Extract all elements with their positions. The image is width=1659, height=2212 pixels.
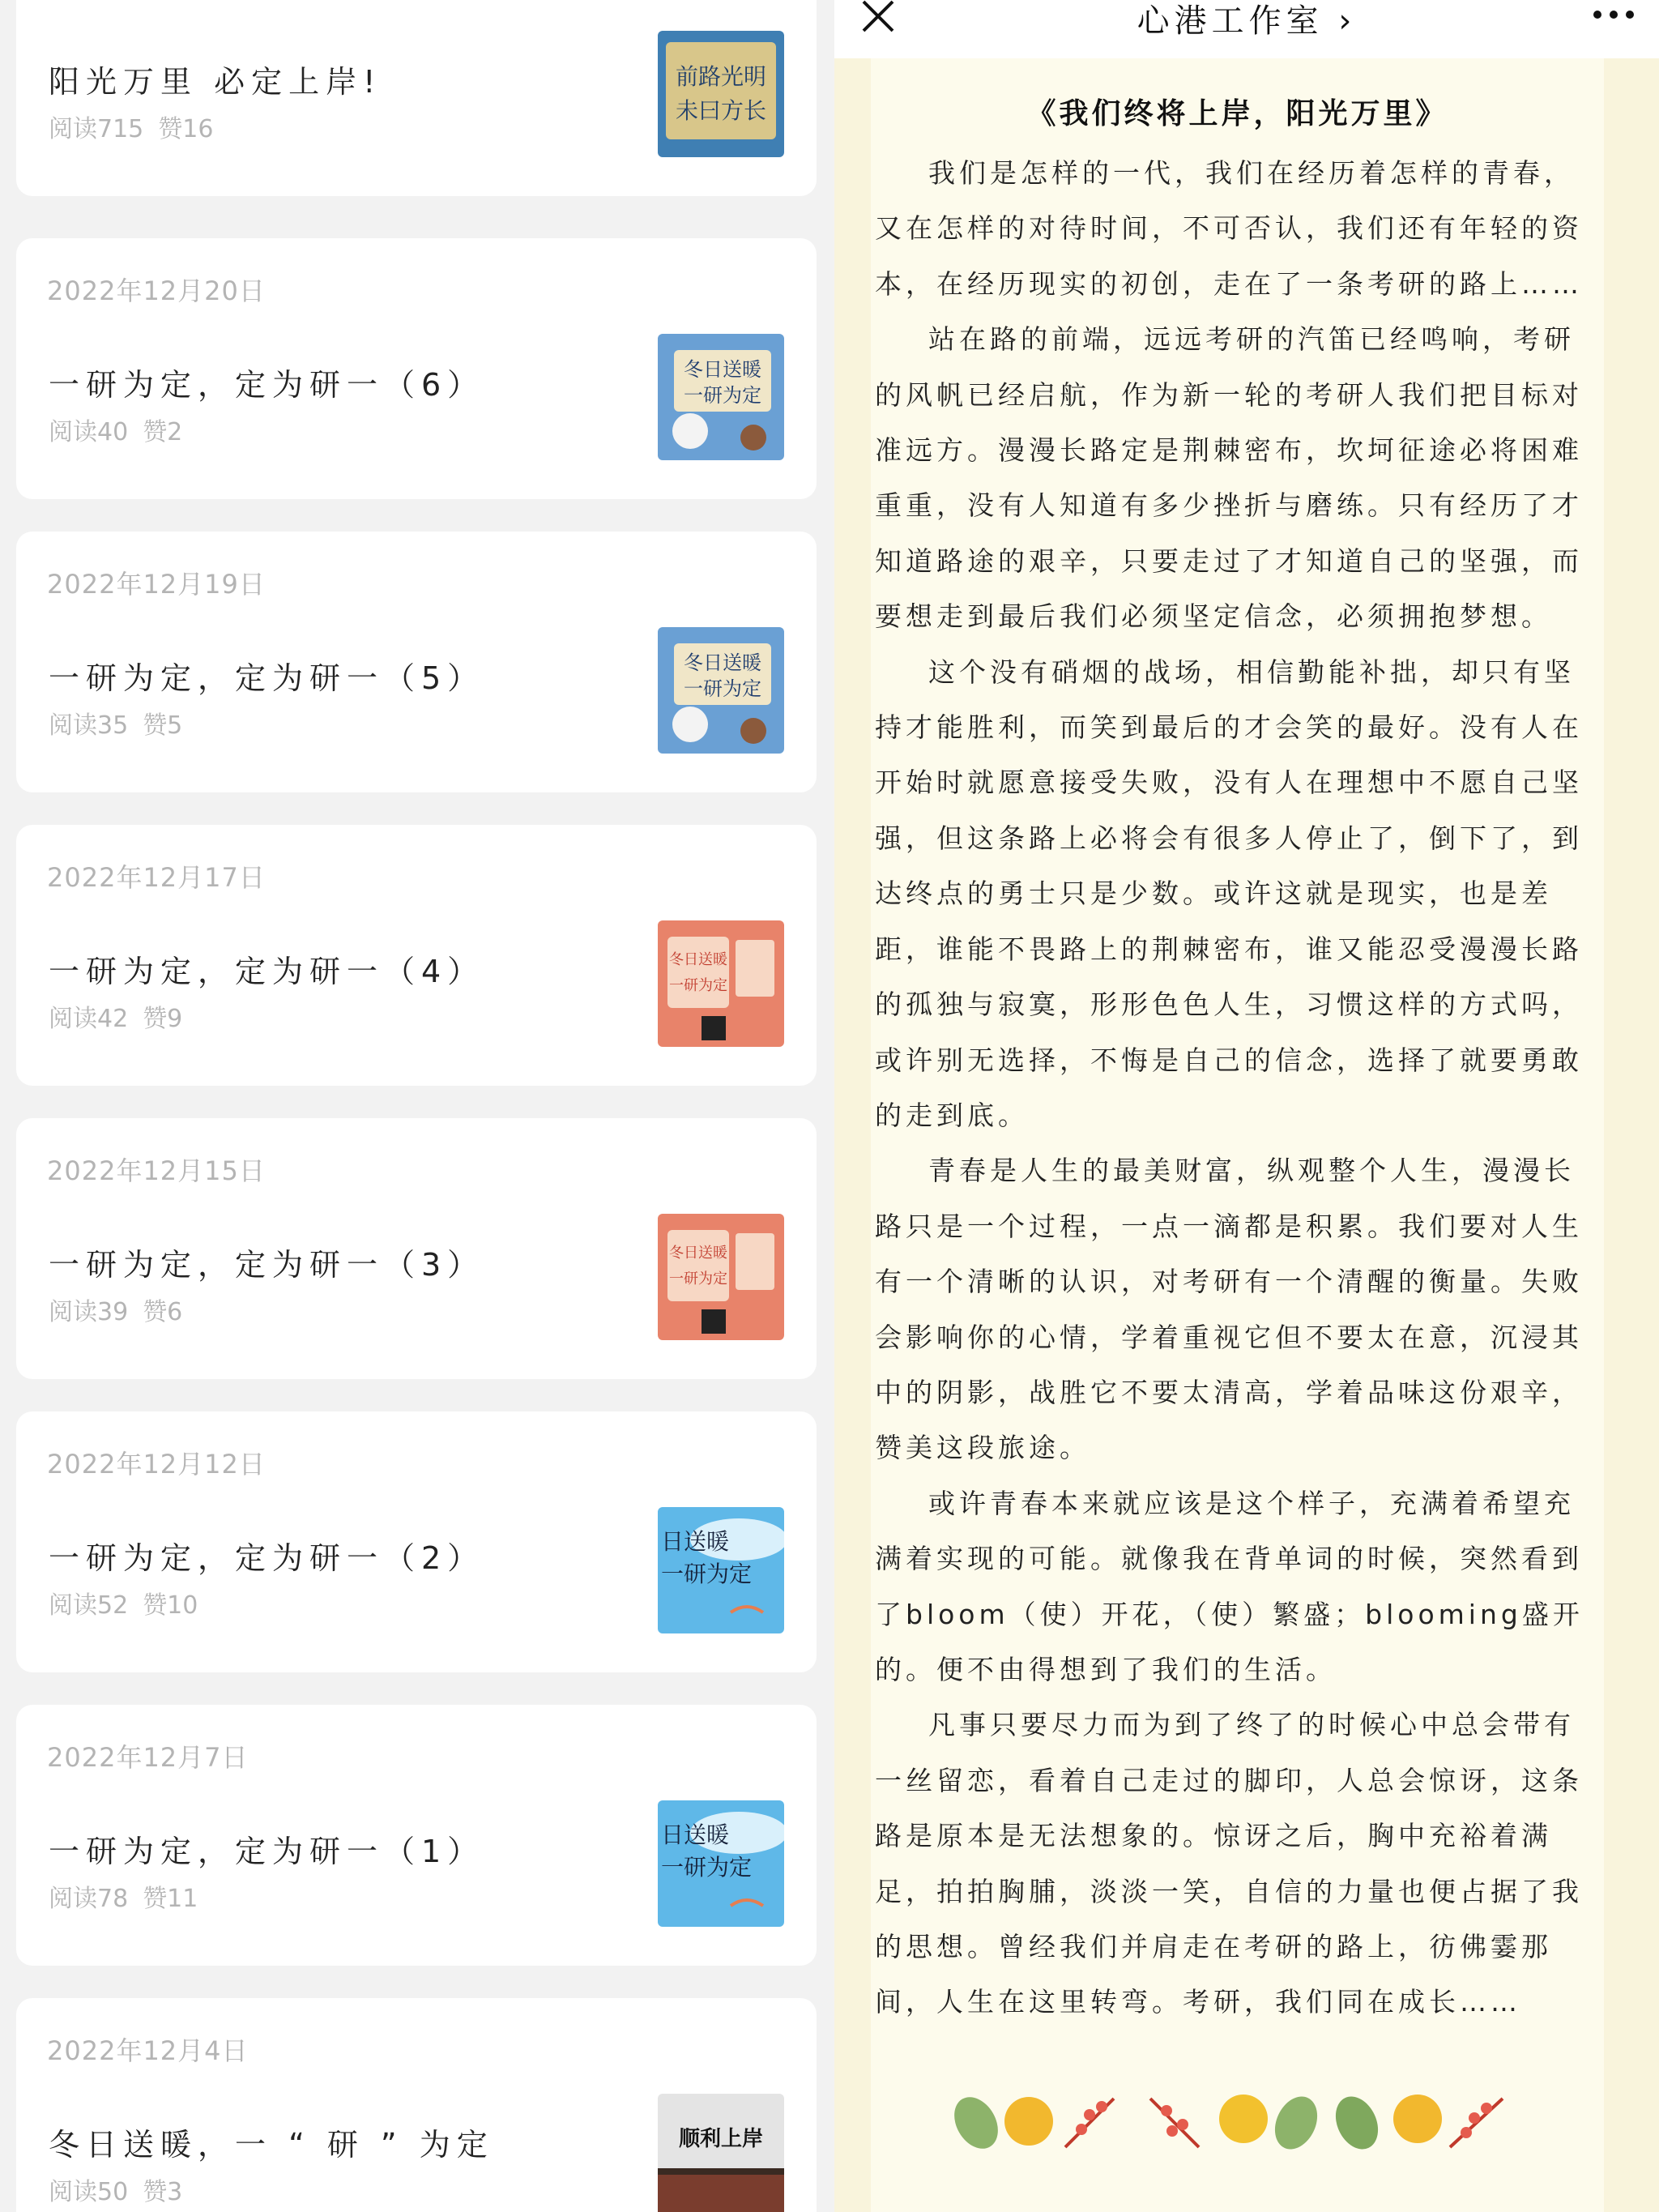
list-item[interactable]: [16, 1998, 817, 2212]
article-thumbnail[interactable]: [658, 627, 784, 754]
like-count: 赞3: [143, 2178, 183, 2206]
article-body: [875, 146, 1604, 2031]
thumb-text: 顺利上岸: [678, 2127, 764, 2151]
paper-border: [1604, 58, 1659, 2212]
like-count: 赞2: [143, 418, 183, 446]
like-count: 赞16: [158, 115, 214, 143]
article-date: 2022年12月12日: [47, 1449, 266, 1480]
article-stats: [49, 109, 213, 144]
read-count: 阅读715: [49, 115, 144, 143]
account-title[interactable]: [834, 0, 1659, 41]
article-thumbnail[interactable]: [658, 1507, 784, 1633]
more-dots-icon: [1589, 2, 1638, 26]
article-date: 2022年12月20日: [47, 275, 266, 306]
like-count: 赞10: [143, 1591, 198, 1620]
leaf-icon: [952, 2090, 1007, 2157]
maple-leaf-icon: [1393, 2095, 1442, 2143]
article-heading: 《我们终将上岸，阳光万里》: [1026, 97, 1448, 130]
thumb-text: 一研为定: [661, 1561, 753, 1587]
article-thumbnail[interactable]: [658, 920, 784, 1047]
article-stats: [49, 705, 182, 741]
leaf-icon: [1267, 2090, 1325, 2156]
chevron-right-icon: ›: [1338, 2, 1357, 40]
article-paragraph: 青春是人生的最美财富，纵观整个人生，漫漫长路只是一个过程，一点一滴都是积累。我们要对人生有一个清晰的认识，对考研有一个清醒的衡量。失败会影响你的心情，学着重视它但不要太在意，沉浸其中的阴影，战胜它不要太清高，学着品味这份艰辛，赞美这段旅途。: [875, 1155, 1583, 1464]
list-item[interactable]: [16, 0, 817, 196]
thumb-text: 一研为定: [684, 677, 761, 700]
read-count: 阅读39: [49, 1298, 129, 1326]
article-title: 一研为定，定为研一（1）: [49, 1834, 485, 1869]
article-title: 一研为定，定为研一（3）: [49, 1247, 485, 1283]
article-view: [834, 0, 1659, 2212]
list-item[interactable]: [16, 1705, 817, 1966]
article-stats: [49, 2171, 182, 2207]
berry-branch-icon: [1065, 2099, 1114, 2147]
paper-border: [834, 58, 871, 2212]
thumb-text: 一研为定: [684, 384, 761, 407]
article-title: 阳光万里 必定上岸!: [49, 64, 382, 100]
list-item[interactable]: [16, 1118, 817, 1379]
article-stats: [49, 998, 182, 1034]
maple-leaf-icon: [1004, 2097, 1053, 2146]
like-count: 赞6: [143, 1298, 183, 1326]
berry-branch-icon: [1450, 2099, 1503, 2147]
thumb-text: 冬日送暖: [669, 1245, 727, 1262]
list-item[interactable]: [16, 825, 817, 1086]
account-name: 心港工作室: [1137, 2, 1324, 40]
leaf-icon: [1328, 2090, 1386, 2156]
article-title: 一研为定，定为研一（6）: [49, 367, 485, 403]
article-thumbnail[interactable]: [658, 2094, 784, 2212]
article-title: 一研为定，定为研一（4）: [49, 954, 485, 989]
article-paragraph: 这个没有硝烟的战场，相信勤能补拙，却只有坚持才能胜利，而笑到最后的才会笑的最好。没有人在开始时就愿意接受失败，没有人在理想中不愿自己坚强，但这条路上必将会有很多人停止了，倒下了，到达终点的勇士只是少数。或许这就是现实，也是差距，谁能不畏路上的荆棘密布，谁又能忍受漫漫长路的孤独与寂寞，形形色色人生，习惯这样的方式吗，或许别无选择，不悔是自己的信念，选择了就要勇敢的走到底。: [875, 655, 1583, 1131]
list-item[interactable]: [16, 532, 817, 792]
list-item[interactable]: [16, 1411, 817, 1672]
article-thumbnail[interactable]: [658, 1214, 784, 1340]
article-date: 2022年12月7日: [47, 1742, 249, 1773]
article-thumbnail[interactable]: [658, 31, 784, 157]
berry-branch-icon: [1150, 2099, 1199, 2147]
article-thumbnail[interactable]: [658, 1800, 784, 1927]
article-title: 一研为定，定为研一（2）: [49, 1540, 485, 1576]
top-bar: [834, 0, 1659, 58]
thumb-text: 前路光明: [675, 63, 767, 90]
article-stats: [49, 412, 182, 447]
article-title: 冬日送暖，一 “ 研 ” 为定: [49, 2127, 494, 2163]
read-count: 阅读40: [49, 418, 129, 446]
article-date: 2022年12月15日: [47, 1155, 266, 1186]
article-stats: [49, 1292, 182, 1327]
article-date: 2022年12月4日: [47, 2035, 249, 2066]
read-count: 阅读50: [49, 2178, 129, 2206]
thumb-text: 未曰方长: [675, 97, 767, 124]
thumb-text: 冬日送暖: [684, 358, 761, 381]
thumb-text: 日送暖: [661, 1821, 730, 1848]
article-date: 2022年12月17日: [47, 862, 266, 893]
thumb-text: 一研为定: [669, 1270, 727, 1287]
read-count: 阅读78: [49, 1885, 129, 1913]
like-count: 赞11: [143, 1885, 198, 1913]
article-date: 2022年12月19日: [47, 569, 266, 600]
list-item[interactable]: [16, 238, 817, 499]
thumb-text: 冬日送暖: [684, 651, 761, 674]
article-paragraph: 或许青春本来就应该是这个样子，充满着希望充满着实现的可能。就像我在背单词的时候，突然看到了bloom（使）开花，（使）繁盛；blooming盛开的。便不由得想到了我们的生活。: [875, 1487, 1584, 1685]
article-stats: [49, 1585, 198, 1621]
like-count: 赞5: [143, 711, 183, 740]
article-paragraph: 凡事只要尽力而为到了终了的时候心中总会带有一丝留恋，看着自己走过的脚印，人总会惊讶，这条路是原本是无法想象的。惊讶之后，胸中充裕着满足，拍拍胸脯，淡淡一笑，自信的力量也便占据了我的思想。曾经我们并肩走在考研的路上，彷佛霎那间，人生在这里转弯。考研，我们同在成长……: [875, 1709, 1583, 2018]
thumb-text: 日送暖: [661, 1528, 730, 1555]
read-count: 阅读52: [49, 1591, 129, 1620]
article-title: 一研为定，定为研一（5）: [49, 660, 485, 696]
like-count: 赞9: [143, 1005, 183, 1033]
maple-leaf-icon: [1219, 2095, 1268, 2143]
thumb-text: 一研为定: [669, 977, 727, 994]
article-paragraph: 我们是怎样的一代，我们在经历着怎样的青春，又在怎样的对待时间，不可否认，我们还有年轻的资本，在经历现实的初创，走在了一条考研的路上……: [875, 157, 1583, 300]
thumb-text: 冬日送暖: [669, 951, 727, 968]
article-paragraph: 站在路的前端，远远考研的汽笛已经鸣响，考研的风帆已经启航，作为新一轮的考研人我们把目标对准远方。漫漫长路定是荆棘密布，坎坷征途必将困难重重，没有人知道有多少挫折与磨练。只有经历了才知道路途的艰辛，只要走过了才知道自己的坚强，而要想走到最后我们必须坚定信念，必须拥抱梦想。: [875, 323, 1583, 633]
article-stats: [49, 1878, 198, 1914]
read-count: 阅读42: [49, 1005, 129, 1033]
thumb-text: 一研为定: [661, 1854, 753, 1881]
article-thumbnail[interactable]: [658, 334, 784, 460]
leaf-decoration: [952, 2082, 1567, 2163]
read-count: 阅读35: [49, 711, 129, 740]
more-button[interactable]: [1589, 2, 1638, 26]
